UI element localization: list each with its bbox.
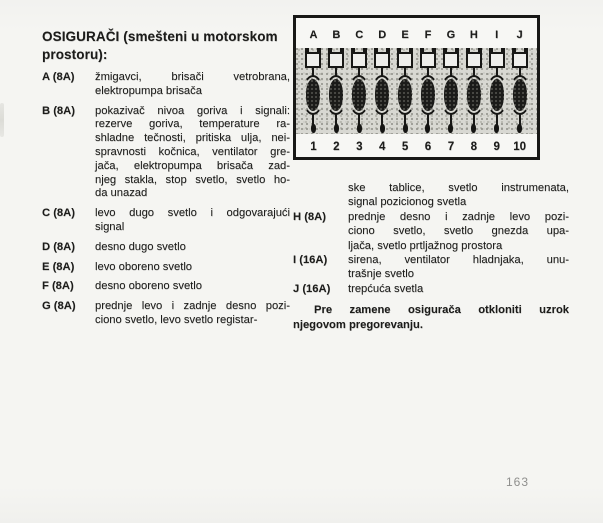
fuse-item-description: sirena, ventilator hladnjaka, unu- trašnje svetlo (348, 254, 569, 281)
fuse-letter: H (469, 28, 478, 41)
fuse-item-label: H (8A) (293, 210, 326, 223)
fuse-contact (403, 124, 408, 133)
fuse-body (398, 79, 412, 111)
fuse-glyph (394, 48, 417, 134)
fuse-letter: E (401, 28, 409, 41)
fuse-item-label: E (8A) (42, 260, 75, 273)
fuse-contact (517, 124, 522, 133)
fuse-item-f (42, 280, 290, 294)
fuse-letter: B (332, 28, 341, 41)
fuse-body (513, 79, 527, 111)
fuse-item-h (293, 210, 569, 253)
fuse-item-description: prednje desno i zadnje levo pozi- ciono svetlo, svetlo gnezda upa- ljača, svetlo prtljažnog prostora (348, 210, 569, 252)
fuse-body (352, 79, 366, 111)
fuse-item-description: desno oboreno svetlo (95, 280, 202, 293)
fuse-item-i (293, 253, 569, 282)
fuse-letter: I (495, 28, 499, 41)
fuse-contact (471, 124, 476, 133)
fuse-glyph (485, 48, 508, 134)
fuse-letters-row (296, 18, 537, 48)
fuse-item-description: trepćuća svetla (348, 282, 424, 295)
fuse-item-description: desno dugo svetlo (95, 240, 186, 253)
fuse-body (467, 79, 481, 111)
fuse-number: 1 (310, 141, 317, 153)
fuse-item-label: I (16A) (293, 254, 328, 267)
fuse-number: 10 (513, 141, 526, 153)
fuse-band (296, 48, 537, 134)
fuse-glyph (371, 48, 394, 134)
fuse-item-description: prednje levo i zadnje desno pozi- ciono svetlo, levo svetlo registar- (95, 300, 290, 326)
fuse-item-label: B (8A) (42, 104, 75, 117)
fuse-item-label: A (8A) (42, 71, 75, 83)
fuse-item-a (42, 71, 290, 99)
fuse-contact (334, 124, 339, 133)
fuse-item-label: C (8A) (42, 207, 75, 220)
fuse-item-description: levo oboreno svetlo (95, 260, 193, 273)
fuse-contact (357, 124, 362, 133)
fuse-body (490, 79, 504, 111)
fuse-contact (425, 124, 430, 133)
fuse-item-label: F (8A) (42, 280, 74, 293)
fuse-body (421, 79, 435, 111)
fuse-item-label: G (8A) (42, 300, 76, 313)
fuse-number: 5 (401, 141, 409, 153)
fuse-glyph (439, 48, 462, 134)
fuse-letter: C (355, 28, 364, 41)
fuse-contact (311, 124, 316, 133)
fuse-number: 6 (424, 141, 432, 153)
fuse-letter: D (378, 28, 387, 41)
fuse-letter: J (516, 28, 523, 41)
fuse-number: 3 (356, 141, 363, 153)
fuse-number: 4 (378, 141, 386, 153)
fuse-number: 7 (447, 141, 455, 153)
fuse-number: 8 (470, 141, 477, 153)
replacement-note: Pre zamene osigurača otkloniti uzrok njegovom pregorevanju. (293, 304, 569, 331)
fuse-list-left (42, 71, 290, 334)
fuse-body (375, 79, 389, 111)
fuse-contact (448, 124, 453, 133)
fuse-item-d (42, 241, 290, 255)
fuse-contact (494, 124, 499, 133)
fuse-contact (380, 124, 385, 133)
fuse-item-label: J (16A) (293, 282, 331, 295)
fuse-item-description: pokazivač nivoa goriva i signali: rezerve goriva, temperature ra- shladne tečnosti, pritiska ulja, nei- spravnosti kočnica, ventilator gre- jača, elektropumpa brisača zad- njeg stakla, stop svetlo, svetlo ho- da unazad (95, 104, 290, 200)
fuse-glyph (462, 48, 485, 134)
fuse-letter: G (446, 28, 456, 41)
fuse-body (306, 79, 320, 111)
fuse-item-label: D (8A) (42, 240, 75, 253)
fuse-glyph (417, 48, 440, 134)
fuse-body (329, 79, 343, 111)
fuse-number: 9 (493, 141, 500, 153)
page-number: 163 (506, 475, 530, 489)
right-column (293, 181, 569, 332)
fuse-item-description: levo dugo svetlo i odgovarajući signal (95, 207, 290, 233)
fuse-letter: F (424, 28, 432, 41)
fuse-glyph (348, 48, 371, 134)
fuse-item-e (42, 261, 290, 275)
fuse-numbers-row (296, 134, 537, 160)
fuse-item-description: žmigavci, brisači vetrobrana, elektropumpa brisača (95, 71, 290, 97)
scan-smudge (0, 103, 4, 137)
page-title: OSIGURAČI (smešteni u motorskom prostoru): (42, 29, 278, 62)
fuse-number: 2 (333, 141, 340, 153)
continuation-text: ske tablice, svetlo instrumenata, signal pozicionog svetla (348, 182, 569, 209)
fuse-item-c (42, 207, 290, 235)
fuse-glyph (508, 48, 531, 134)
fuse-glyph (302, 48, 325, 134)
fuse-item-j (293, 282, 569, 296)
fuse-item-b (42, 105, 290, 202)
fuse-box-diagram (293, 15, 540, 160)
fuse-letter: A (309, 28, 318, 41)
fuse-body (444, 79, 458, 111)
fuse-glyph (325, 48, 348, 134)
fuse-item-g (42, 300, 290, 328)
